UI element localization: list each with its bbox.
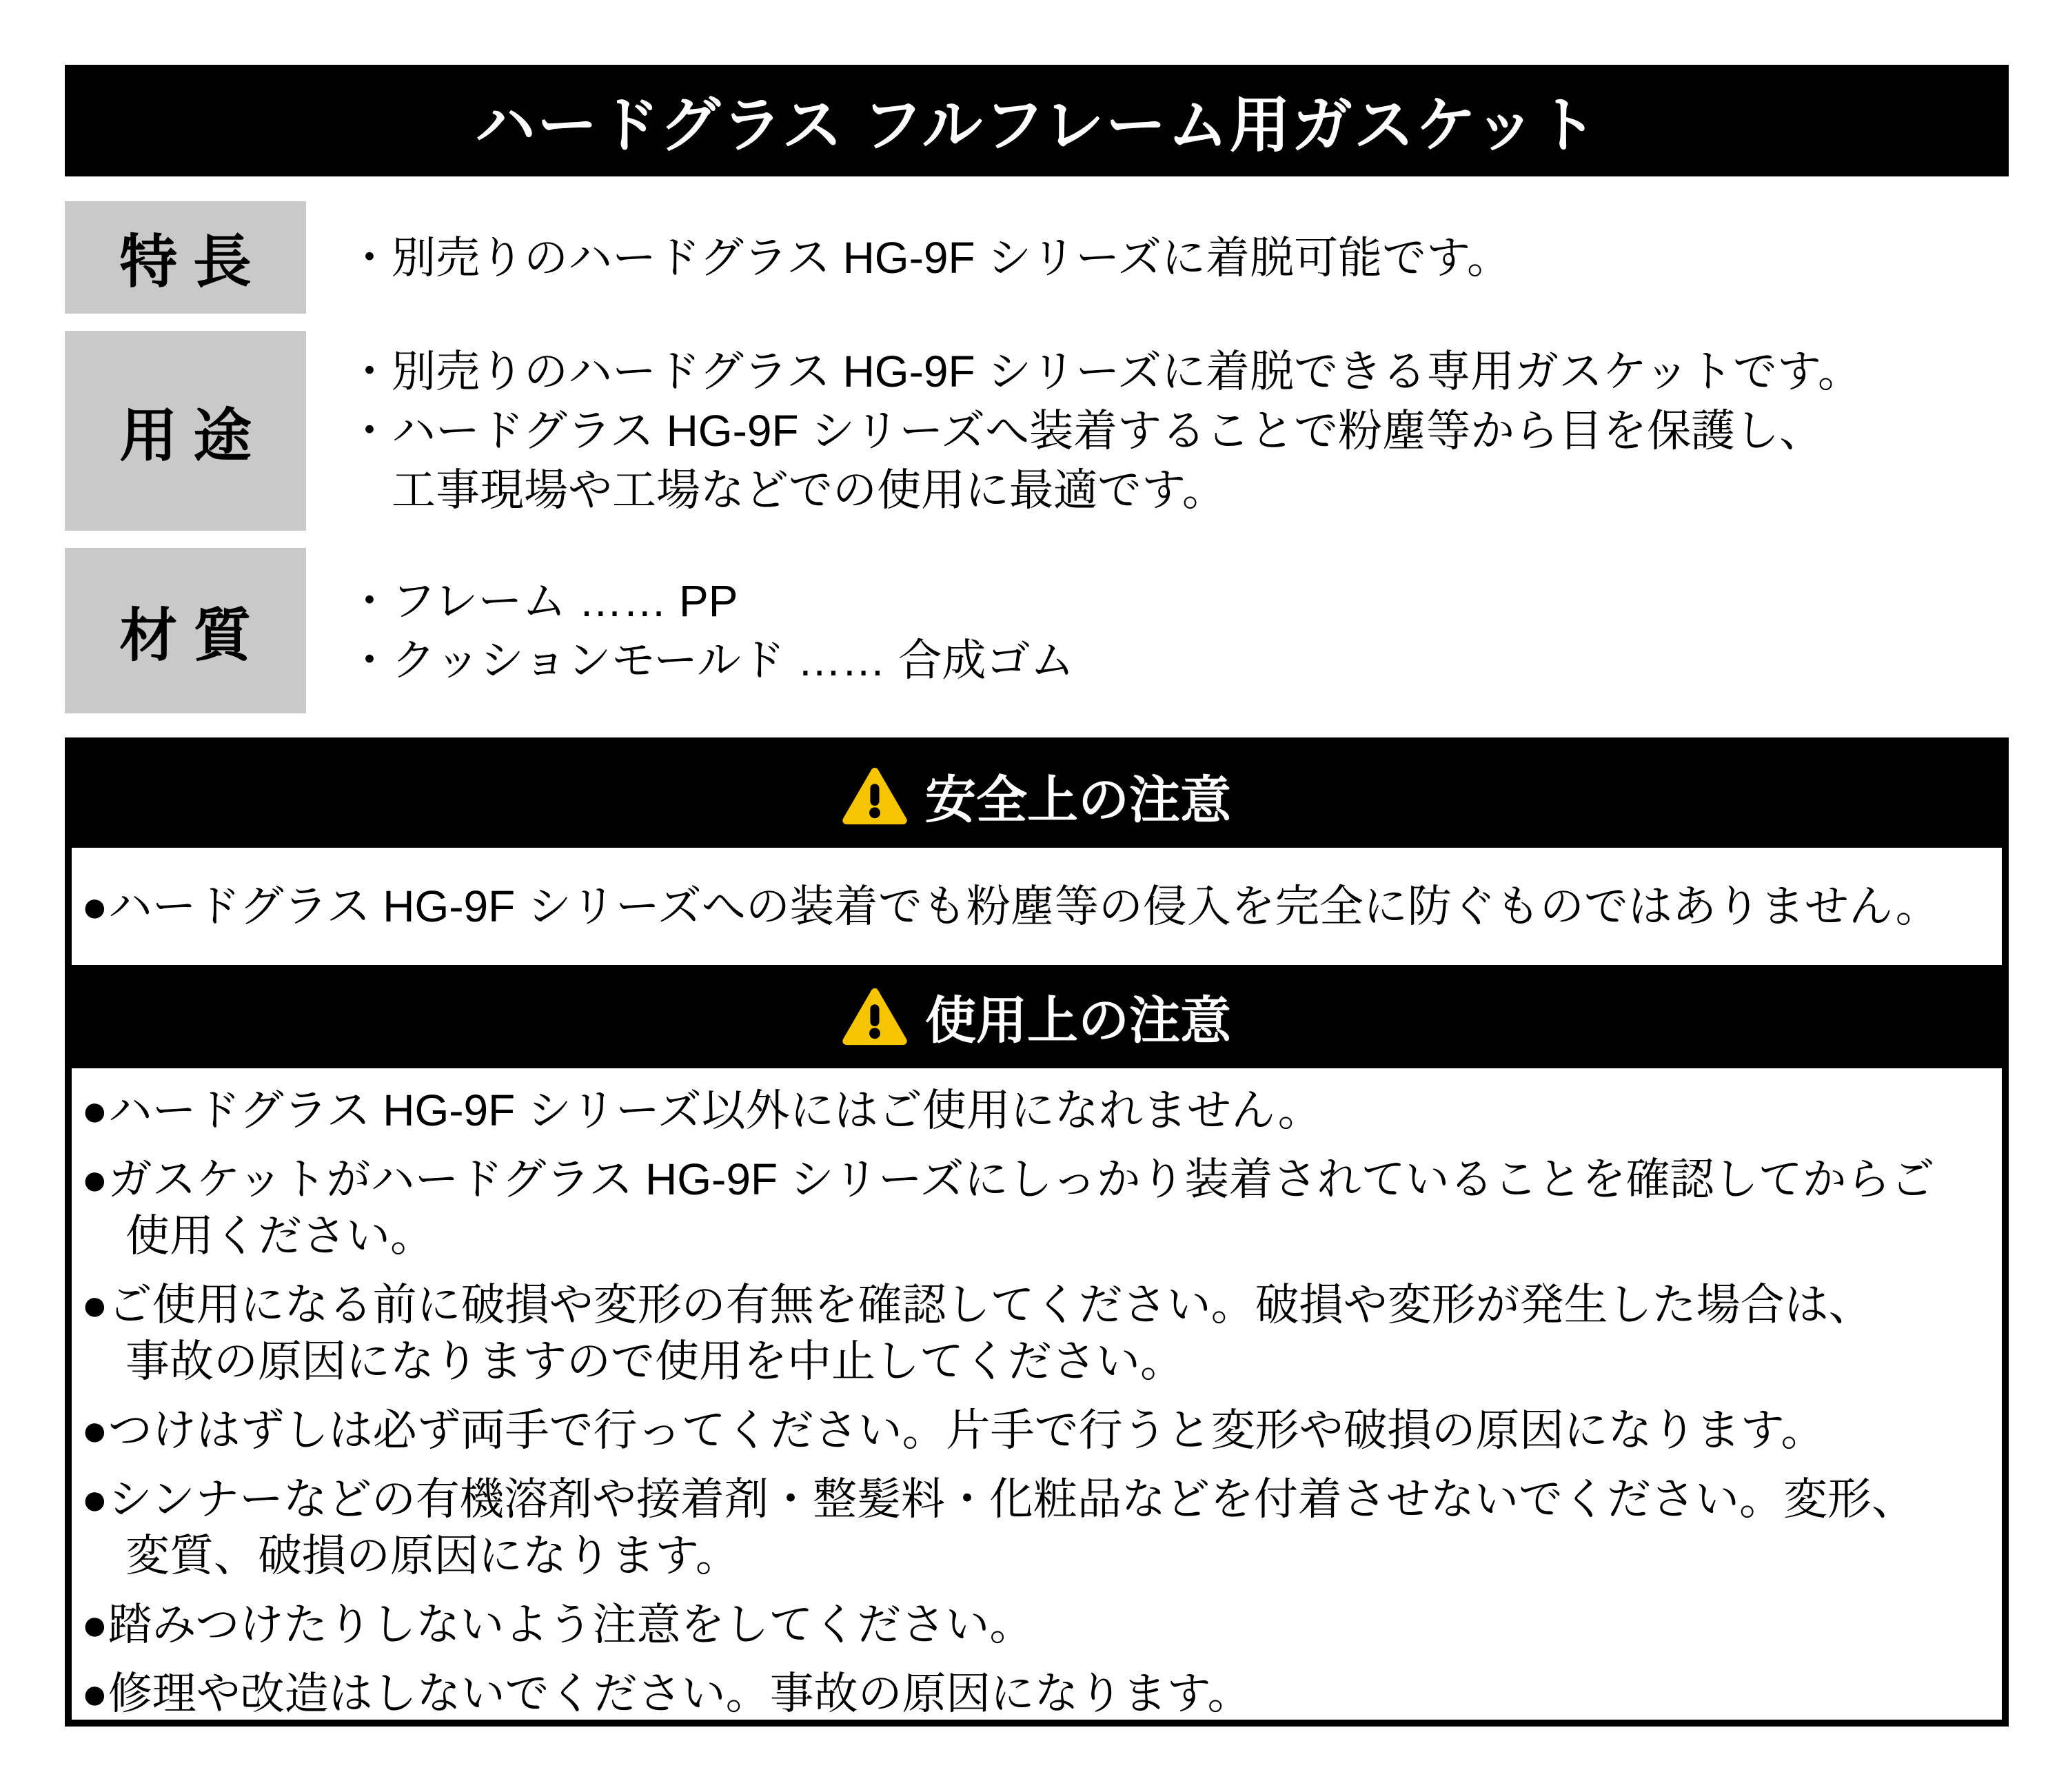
section-features — [65, 201, 1511, 314]
usage-precautions-heading: 使用上の注意 — [925, 992, 1231, 1049]
usage-bullet-line: ●つけはずしは必ず両手で行ってください。片手で行うと変形や破損の原因になります。 — [81, 1405, 1825, 1455]
usage-bullet-line: ●ハードグラス HG-9F シリーズ以外にはご使用になれません。 — [81, 1086, 1322, 1135]
page-title: ハードグラス フルフレーム用ガスケット — [474, 91, 1599, 159]
section-body-materials — [347, 548, 1074, 713]
section-materials — [65, 548, 1074, 713]
section-uses — [65, 331, 1862, 531]
usage-bullet-continuation-line: 事故の原因になりますので使用を中止してください。 — [81, 1336, 1184, 1386]
safety-precautions-header — [72, 744, 2002, 848]
section-body-uses — [347, 331, 1862, 531]
section-label-uses: 用 途 — [65, 331, 306, 531]
usage-bullet-continuation-line: 変質、破損の原因になります。 — [81, 1531, 740, 1580]
safety-bullet-line: ●ハードグラス HG-9F シリーズへの装着でも粉塵等の侵入を完全に防ぐものではありません。 — [81, 882, 1940, 931]
usage-bullet-line: ●シンナーなどの有機溶剤や接着剤・整髪料・化粧品などを付着させないでください。変形、 — [81, 1474, 1916, 1524]
use-line: ・ハードグラス HG-9F シリーズへ装着することで粉塵等から目を保護し、 — [347, 406, 1824, 456]
usage-bullet-line: ●修理や改造はしないでください。事故の原因になります。 — [81, 1669, 1252, 1718]
title-bar — [65, 65, 2009, 176]
section-label-features: 特 長 — [65, 201, 306, 314]
usage-bullet-continuation-line: 使用ください。 — [81, 1211, 434, 1261]
usage-bullet-line: ●ご使用になる前に破損や変形の有無を確認してください。破損や変形が発生した場合は、 — [81, 1280, 1873, 1330]
warning-triangle-icon — [842, 988, 907, 1046]
usage-precautions-body — [72, 1068, 2002, 1722]
section-body-features — [347, 201, 1511, 314]
use-line: ・別売りのハードグラス HG-9F シリーズに着脱できる専用ガスケットです。 — [347, 347, 1862, 396]
usage-bullet-line: ●ガスケットがハードグラス HG-9F シリーズにしっかり装着されていることを確認してからご — [81, 1154, 1935, 1204]
caution-box — [65, 737, 2009, 1727]
safety-precautions-heading: 安全上の注意 — [925, 771, 1231, 828]
usage-precautions-header — [72, 965, 2002, 1068]
section-label-materials: 材 質 — [65, 548, 306, 713]
feature-line: ・別売りのハードグラス HG-9F シリーズに着脱可能です。 — [347, 232, 1512, 283]
material-line: ・クッションモールド …… 合成ゴム — [347, 635, 1075, 685]
usage-bullet-line: ●踏みつけたりしないよう注意をしてください。 — [81, 1600, 1034, 1649]
safety-precautions-body — [72, 848, 2002, 965]
use-line: 工事現場や工場などでの使用に最適です。 — [347, 465, 1226, 515]
material-line: ・フレーム …… PP — [347, 576, 738, 626]
warning-triangle-icon — [842, 767, 907, 825]
